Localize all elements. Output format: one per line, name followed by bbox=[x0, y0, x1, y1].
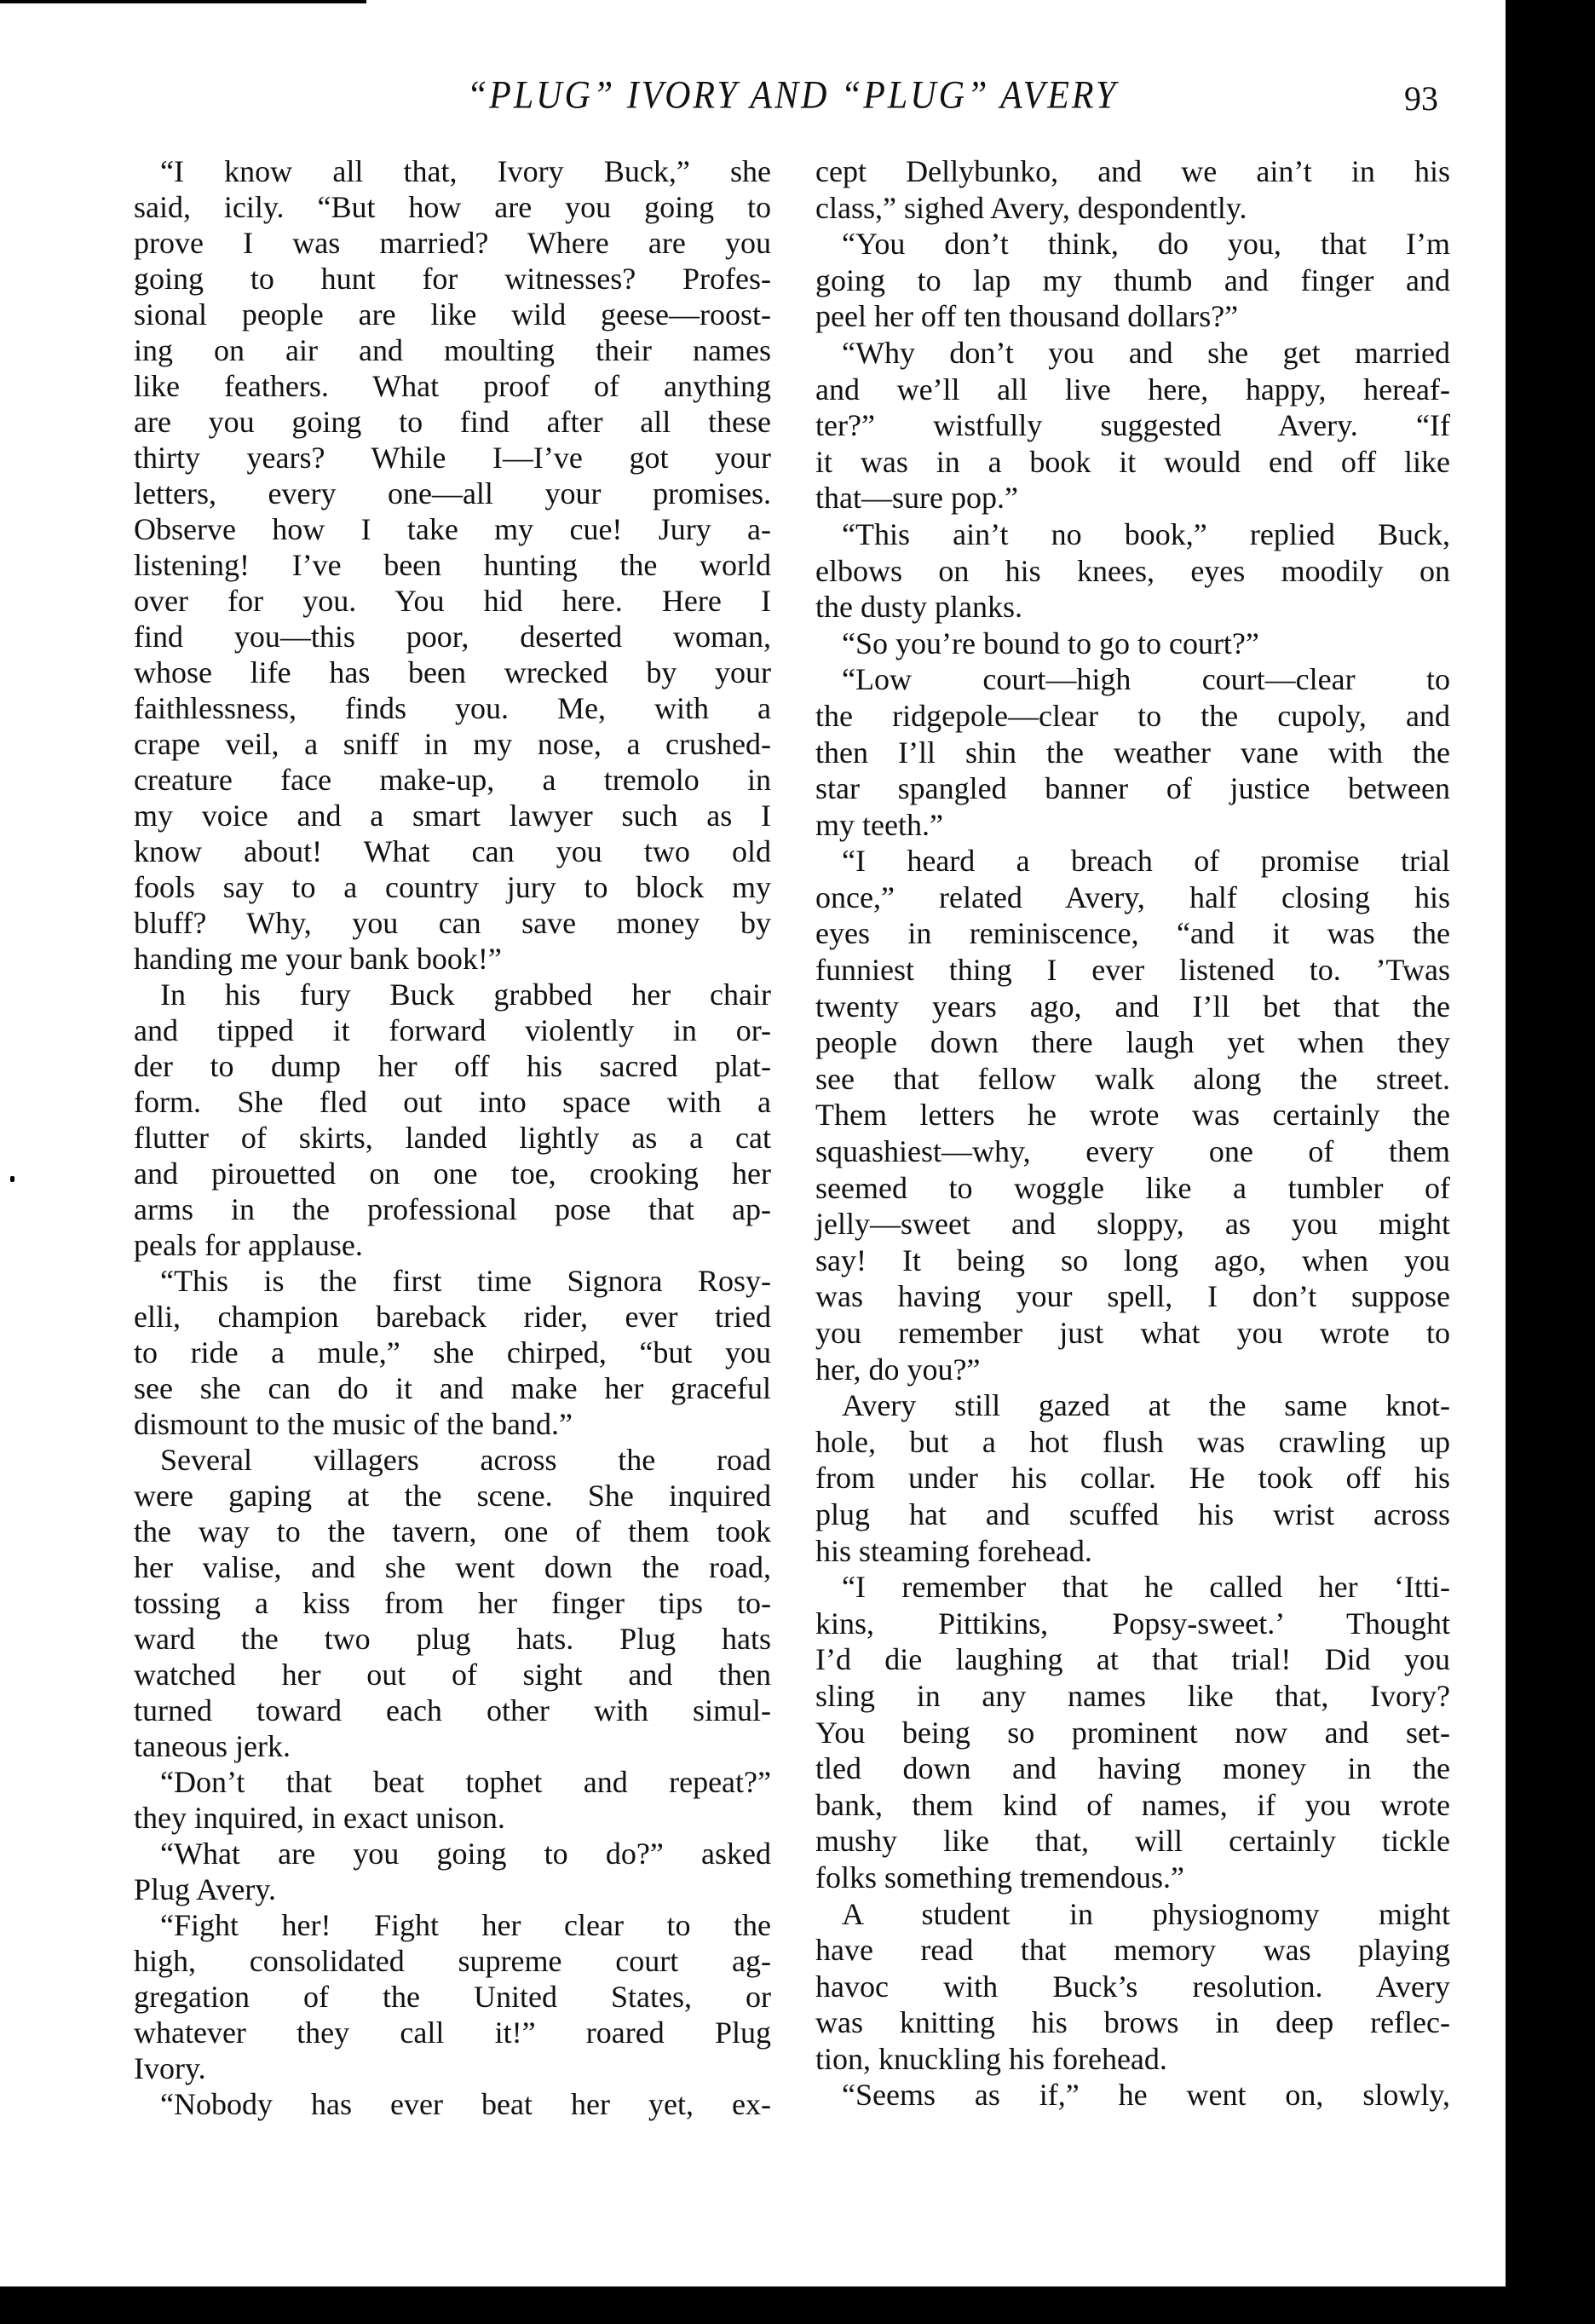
text-line: tossing a kiss from her finger tips to- bbox=[134, 1586, 771, 1620]
text-line: plug hat and scuffed his wrist across bbox=[815, 1496, 1450, 1531]
text-line: my voice and a smart lawyer such as I bbox=[134, 799, 771, 833]
text-line: A student in physiognomy might bbox=[842, 1896, 1450, 1931]
text-line: say! It being so long ago, when you bbox=[815, 1243, 1450, 1277]
text-line: mushy like that, will certainly tickle bbox=[815, 1824, 1450, 1859]
text-line: and we’ll all live here, happy, hereaf- bbox=[815, 372, 1450, 407]
text-line: You being so prominent now and set- bbox=[815, 1715, 1450, 1750]
text-line: you remember just what you wrote to bbox=[815, 1316, 1450, 1350]
text-line: elbows on his knees, eyes moodily on bbox=[815, 553, 1450, 588]
text-line: Plug Avery. bbox=[134, 1872, 276, 1906]
text-line: “This is the first time Signora Rosy- bbox=[160, 1264, 771, 1298]
text-line: her valise, and she went down the road, bbox=[134, 1550, 771, 1584]
text-line: peals for applause. bbox=[134, 1228, 363, 1262]
text-line: they inquired, in exact unison. bbox=[134, 1801, 505, 1835]
scan-edge-bottom bbox=[0, 2287, 1595, 2324]
text-line: see that fellow walk along the street. bbox=[815, 1061, 1450, 1096]
text-line: the ridgepole—clear to the cupoly, and bbox=[815, 698, 1450, 733]
text-line: the dusty planks. bbox=[815, 590, 1022, 625]
text-line: once,” related Avery, half closing his bbox=[815, 879, 1450, 914]
text-line: havoc with Buck’s resolution. Avery bbox=[815, 1969, 1450, 2004]
text-line: her, do you?” bbox=[815, 1352, 981, 1387]
running-title: “PLUG” IVORY AND “PLUG” AVERY bbox=[466, 73, 1119, 118]
text-line: see she can do it and make her graceful bbox=[134, 1371, 771, 1405]
text-line: Ivory. bbox=[134, 2051, 206, 2085]
text-line: listening! I’ve been hunting the world bbox=[134, 548, 771, 582]
text-line: “Low court—high court—clear to bbox=[842, 662, 1450, 697]
text-line: Avery still gazed at the same knot- bbox=[842, 1388, 1450, 1423]
text-line: flutter of skirts, landed lightly as a cat bbox=[134, 1121, 771, 1155]
page-number: 93 bbox=[1404, 79, 1438, 118]
text-line: In his fury Buck grabbed her chair bbox=[160, 977, 771, 1012]
text-line: faithlessness, finds you. Me, with a bbox=[134, 691, 771, 725]
text-line: “Fight her! Fight her clear to the bbox=[160, 1908, 771, 1942]
text-line: whose life has been wrecked by your bbox=[134, 655, 771, 689]
scan-edge-top bbox=[0, 0, 366, 3]
text-line: “So you’re bound to go to court?” bbox=[842, 626, 1259, 660]
text-line: ter?” wistfully suggested Avery. “If bbox=[815, 408, 1450, 443]
text-line: form. She fled out into space with a bbox=[134, 1085, 771, 1119]
text-line: squashiest—why, every one of them bbox=[815, 1134, 1450, 1169]
text-line: dismount to the music of the band.” bbox=[134, 1407, 573, 1441]
text-line: eyes in reminiscence, “and it was the bbox=[815, 916, 1450, 951]
text-line: der to dump her off his sacred plat- bbox=[134, 1049, 771, 1083]
text-line: bluff? Why, you can save money by bbox=[134, 906, 771, 940]
text-line: were gaping at the scene. She inquired bbox=[134, 1479, 771, 1513]
text-line: kins, Pittikins, Popsy-sweet.’ Thought bbox=[815, 1606, 1450, 1641]
text-line: “You don’t think, do you, that I’m bbox=[842, 227, 1450, 262]
text-line: and tipped it forward violently in or- bbox=[134, 1013, 771, 1047]
text-line: tled down and having money in the bbox=[815, 1751, 1450, 1786]
text-line: sling in any names like that, Ivory? bbox=[815, 1678, 1450, 1713]
text-line: sional people are like wild geese—roost- bbox=[134, 297, 771, 332]
text-line: then I’ll shin the weather vane with the bbox=[815, 735, 1450, 770]
text-line: are you going to find after all these bbox=[134, 405, 771, 439]
text-line: Observe how I take my cue! Jury a- bbox=[134, 512, 771, 546]
text-line: “What are you going to do?” asked bbox=[160, 1837, 771, 1871]
text-line: “I remember that he called her ‘Itti- bbox=[842, 1570, 1450, 1605]
text-line: prove I was married? Where are you bbox=[134, 226, 771, 260]
text-line: tion, knuckling his forehead. bbox=[815, 2041, 1167, 2076]
text-line: people down there laugh yet when they bbox=[815, 1025, 1450, 1060]
text-line: bank, them kind of names, if you wrote bbox=[815, 1787, 1450, 1822]
text-line: gregation of the United States, or bbox=[134, 1980, 771, 2014]
text-line: find you—this poor, deserted woman, bbox=[134, 620, 771, 654]
text-line: elli, champion bareback rider, ever tried bbox=[134, 1300, 771, 1334]
text-line: his steaming forehead. bbox=[815, 1533, 1092, 1568]
text-line: ward the two plug hats. Plug hats bbox=[134, 1622, 771, 1656]
text-line: class,” sighed Avery, despondently. bbox=[815, 190, 1247, 225]
text-line: fools say to a country jury to block my bbox=[134, 870, 771, 904]
text-line: whatever they call it!” roared Plug bbox=[134, 2015, 771, 2050]
text-line: from under his collar. He took off his bbox=[815, 1461, 1450, 1496]
text-line: handing me your bank book!” bbox=[134, 942, 502, 976]
text-line: jelly—sweet and sloppy, as you might bbox=[815, 1207, 1450, 1242]
text-line: Them letters he wrote was certainly the bbox=[815, 1098, 1450, 1133]
text-line: to ride a mule,” she chirped, “but you bbox=[134, 1335, 771, 1370]
text-line: said, icily. “But how are you going to bbox=[134, 190, 771, 224]
text-line: “I know all that, Ivory Buck,” she bbox=[160, 154, 771, 188]
text-line: letters, every one—all your promises. bbox=[134, 476, 771, 510]
text-line: that—sure pop.” bbox=[815, 481, 1018, 516]
text-line: like feathers. What proof of anything bbox=[134, 369, 771, 403]
text-line: Several villagers across the road bbox=[160, 1443, 771, 1477]
text-line: thirty years? While I—I’ve got your bbox=[134, 441, 771, 475]
text-line: hole, but a hot flush was crawling up bbox=[815, 1424, 1450, 1459]
scan-edge-right bbox=[1506, 0, 1595, 2324]
text-line: “Don’t that beat tophet and repeat?” bbox=[160, 1765, 771, 1799]
text-line: star spangled banner of justice between bbox=[815, 771, 1450, 806]
text-line: folks something tremendous.” bbox=[815, 1860, 1184, 1894]
text-line: high, consolidated supreme court ag- bbox=[134, 1944, 771, 1978]
text-line: turned toward each other with simul- bbox=[134, 1693, 771, 1727]
text-line: and pirouetted on one toe, crooking her bbox=[134, 1156, 771, 1191]
text-line: have read that memory was playing bbox=[815, 1933, 1450, 1968]
text-line: watched her out of sight and then bbox=[134, 1658, 771, 1692]
text-line: cept Dellybunko, and we ain’t in his bbox=[815, 154, 1450, 188]
text-line: know about! What can you two old bbox=[134, 834, 771, 868]
text-column-left bbox=[134, 153, 771, 2122]
scan-speck bbox=[10, 1176, 14, 1182]
text-line: twenty years ago, and I’ll bet that the bbox=[815, 989, 1450, 1024]
text-line: seemed to woggle like a tumbler of bbox=[815, 1170, 1450, 1205]
text-line: going to hunt for witnesses? Profes- bbox=[134, 262, 771, 296]
text-line: over for you. You hid here. Here I bbox=[134, 584, 771, 618]
text-line: peel her off ten thousand dollars?” bbox=[815, 299, 1239, 334]
text-line: “Seems as if,” he went on, slowly, bbox=[842, 2078, 1450, 2113]
text-line: funniest thing I ever listened to. ’Twas bbox=[815, 953, 1450, 988]
text-line: “I heard a breach of promise trial bbox=[842, 844, 1450, 879]
text-line: creature face make-up, a tremolo in bbox=[134, 763, 771, 797]
text-line: arms in the professional pose that ap- bbox=[134, 1192, 771, 1226]
text-line: “Nobody has ever beat her yet, ex- bbox=[160, 2087, 771, 2121]
text-line: taneous jerk. bbox=[134, 1729, 291, 1763]
text-line: “Why don’t you and she get married bbox=[842, 335, 1450, 370]
text-line: I’d die laughing at that trial! Did you bbox=[815, 1642, 1450, 1677]
text-column-right bbox=[815, 153, 1450, 2114]
text-line: going to lap my thumb and finger and bbox=[815, 262, 1450, 297]
text-line: was knitting his brows in deep reflec- bbox=[815, 2005, 1450, 2040]
text-line: crape veil, a sniff in my nose, a crushed- bbox=[134, 727, 771, 761]
text-line: the way to the tavern, one of them took bbox=[134, 1514, 771, 1548]
text-line: “This ain’t no book,” replied Buck, bbox=[842, 516, 1450, 551]
text-line: ing on air and moulting their names bbox=[134, 333, 771, 367]
text-line: it was in a book it would end off like bbox=[815, 444, 1450, 479]
text-line: my teeth.” bbox=[815, 807, 943, 842]
text-line: was having your spell, I don’t suppose bbox=[815, 1279, 1450, 1314]
